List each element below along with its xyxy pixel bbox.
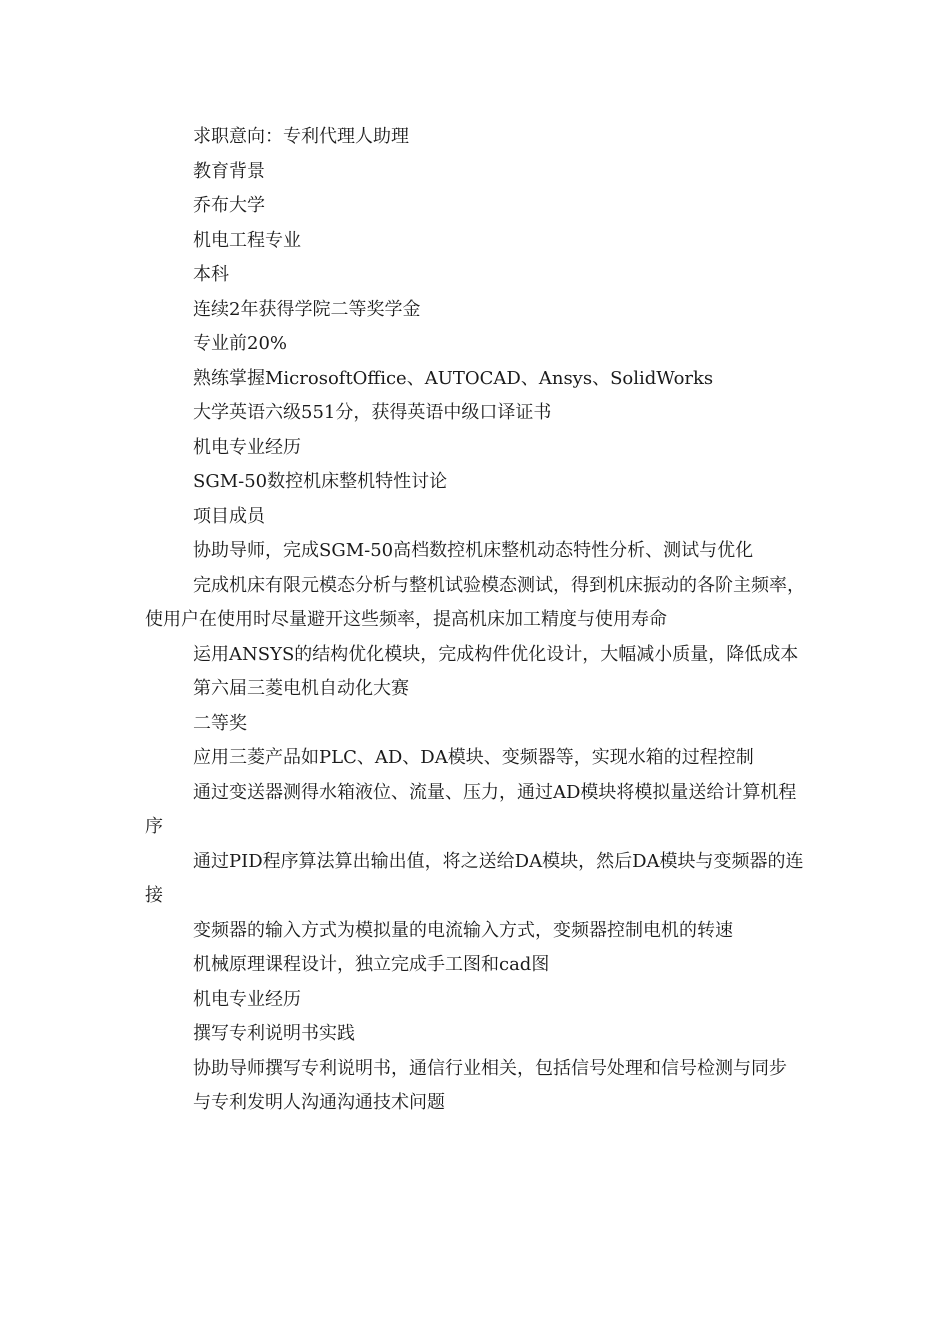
paragraph-experience-heading: 机电专业经历 xyxy=(193,436,301,458)
paragraph-patent-writing: 协助导师撰写专利说明书，通信行业相关，包括信号处理和信号检测与同步 xyxy=(193,1057,787,1079)
paragraph-competition-title: 第六届三菱电机自动化大赛 xyxy=(193,678,409,699)
paragraph-english-skills: 大学英语六级551分，获得英语中级口译证书 xyxy=(193,402,552,423)
paragraph-scholarship: 连续2年获得学院二等奖学金 xyxy=(193,298,421,320)
paragraph-competition-sensors: 通过变送器测得水箱液位、流量、压力，通过AD模块将模拟量送给计算机程序 xyxy=(145,781,797,837)
paragraph-project-task: 协助导师，完成SGM-50高档数控机床整机动态特性分析、测试与优化 xyxy=(193,540,754,561)
paragraph-patent-communication: 与专利发明人沟通沟通技术问题 xyxy=(193,1092,445,1113)
paragraph-project-optimization: 运用ANSYS的结构优化模块，完成构件优化设计，大幅减小质量，降低成本 xyxy=(193,643,799,665)
paragraph-patent-practice: 撰写专利说明书实践 xyxy=(193,1023,355,1044)
paragraph-project-role: 项目成员 xyxy=(193,505,265,527)
paragraph-course-design: 机械原理课程设计，独立完成手工图和cad图 xyxy=(193,954,550,975)
paragraph-major: 机电工程专业 xyxy=(193,229,301,251)
paragraph-degree: 本科 xyxy=(193,264,229,285)
paragraph-competition-inverter: 变频器的输入方式为模拟量的电流输入方式，变频器控制电机的转速 xyxy=(193,919,733,941)
paragraph-job-intention: 求职意向：专利代理人助理 xyxy=(193,126,409,147)
paragraph-university: 乔布大学 xyxy=(193,195,265,216)
paragraph-education-heading: 教育背景 xyxy=(193,160,265,182)
paragraph-software-skills: 熟练掌握MicrosoftOffice、AUTOCAD、Ansys、SolidWorks xyxy=(193,367,714,389)
paragraph-competition-award: 二等奖 xyxy=(193,712,247,734)
paragraph-competition-pid: 通过PID程序算法算出输出值，将之送给DA模块，然后DA模块与变频器的连接 xyxy=(145,850,804,906)
paragraph-project-modal-analysis: 完成机床有限元模态分析与整机试验模态测试，得到机床振动的各阶主频率，使用户在使用时尽量避开这些频率，提高机床加工精度与使用寿命 xyxy=(145,574,805,630)
paragraph-ranking: 专业前20% xyxy=(193,333,288,354)
paragraph-project-title: SGM-50数控机床整机特性讨论 xyxy=(193,471,448,492)
paragraph-competition-products: 应用三菱产品如PLC、AD、DA模块、变频器等，实现水箱的过程控制 xyxy=(193,747,754,768)
document-body xyxy=(145,120,810,1121)
paragraph-experience-heading-2: 机电专业经历 xyxy=(193,988,301,1010)
